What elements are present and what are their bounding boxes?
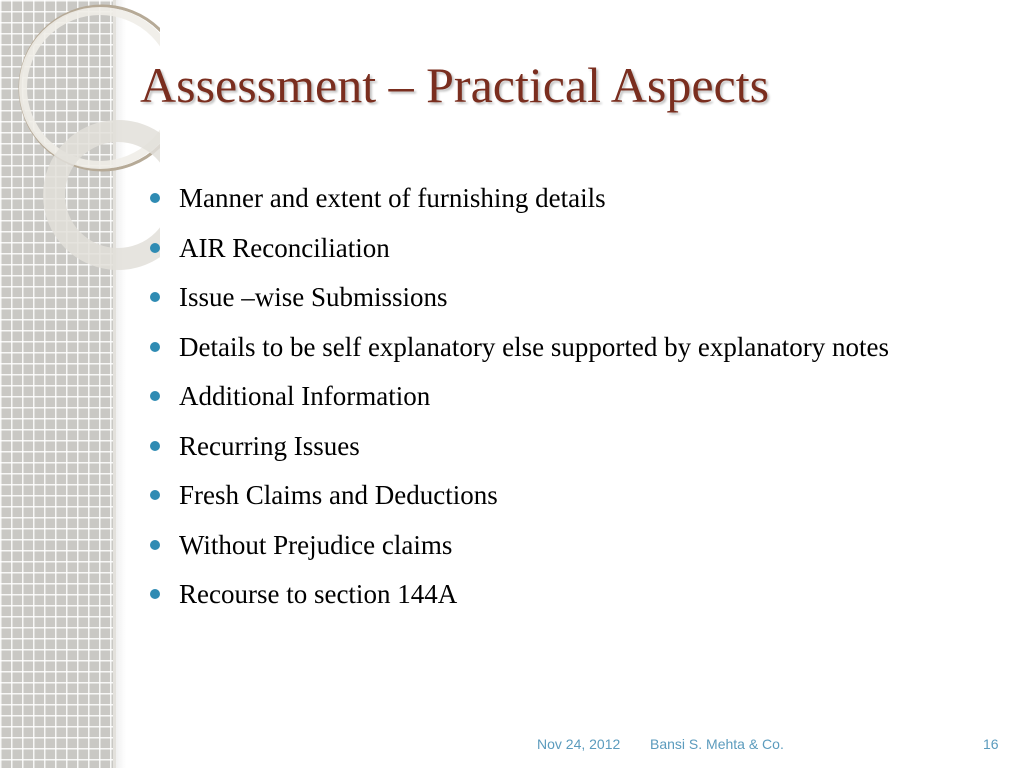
bullet-dot-icon [150,490,160,500]
bullet-dot-icon [150,589,160,599]
bullet-dot-icon [150,540,160,550]
bullet-dot-icon [150,292,160,302]
bullet-dot-icon [150,342,160,352]
slide-title: Assessment – Practical Aspects [140,57,770,113]
bullet-item [150,178,990,218]
bullet-text: AIR Reconciliation [179,232,390,263]
bullet-text: Recourse to section 144A [179,579,458,609]
bullet-dot-icon [150,391,160,401]
bullet-item [150,525,990,565]
bullet-text: Issue –wise Submissions [179,282,448,312]
bullet-item [150,376,990,416]
footer-page-number: 16 [983,736,999,752]
footer-date: Nov 24, 2012 [537,736,621,752]
decorative-rings [0,0,160,300]
bullet-item [150,426,990,466]
bullet-item [150,228,990,268]
bullet-text: Without Prejudice claims [179,529,453,560]
bullet-dot-icon [150,193,160,203]
bullet-text: Recurring Issues [179,430,360,461]
bullet-text: Manner and extent of furnishing details [179,183,606,213]
footer-company: Bansi S. Mehta & Co. [650,736,784,752]
bullet-dot-icon [150,441,160,451]
bullet-text: Additional Information [179,381,431,411]
bullet-item [150,327,990,367]
bullet-item [150,475,990,515]
bullet-text: Details to be self explanatory else supported by explanatory notes [179,331,890,362]
bullet-item [150,574,990,614]
bullet-list [150,178,990,624]
bullet-text: Fresh Claims and Deductions [179,480,498,510]
bullet-dot-icon [150,243,160,253]
bullet-item [150,277,990,317]
